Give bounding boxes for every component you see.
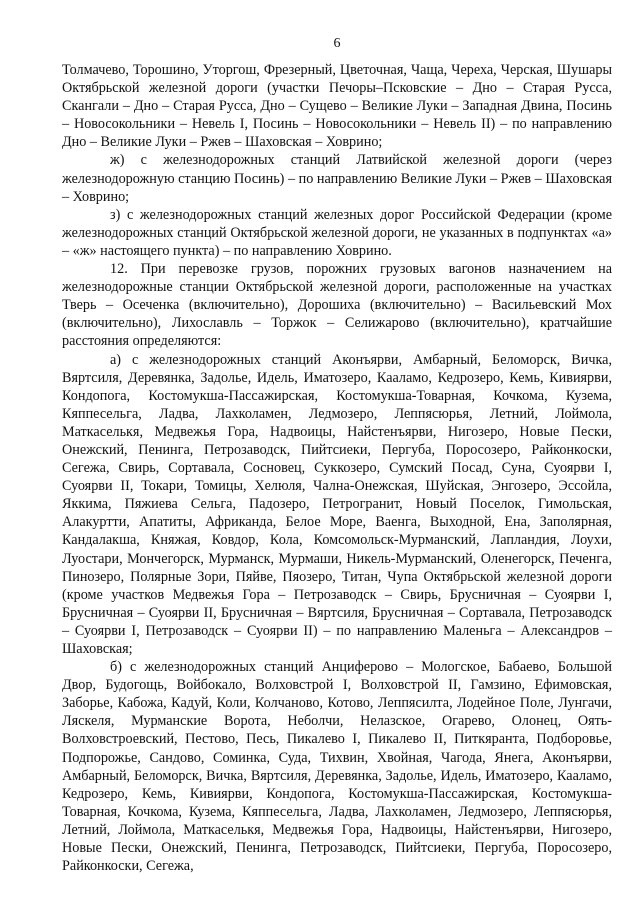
paragraph-item-12: 12. При перевозке грузов, порожних грузовых вагонов назначением на железнодорожные станции Октябрьской железной дороги, расположенные на участках Тверь – Осеченка (включительно), Дорошиха (включительно) – Васильевский Мох (включительно), Лихославль – Торжок – Селижарово (включительно), кратчайшие расстояния определяются: bbox=[62, 261, 612, 350]
paragraph-subitem-b: б) с железнодорожных станций Анциферово – Мологское, Бабаево, Большой Двор, Будогощь, Войбокало, Волховстрой I, Волховстрой II, Гамзино, Ефимовская, Заборье, Кабожа, Кадуй, Коли, Колчаново, Котово, Леппясилта, Лодейное Поле, Лунгачи, Ляскеля, Мурманские Ворота, Неболчи, Нелазское, Огарево, Олонец, Оять-Волховстроевский, Пестово, Песь, Пикалево I, Пикалево II, Питкяранта, Подборовье, Подпорожье, Сандово, Соминка, Суда, Тихвин, Хвойная, Чагода, Янега, Аконъярви, Амбарный, Беломорск, Вичка, Вяртсиля, Деревянка, Задолье, Идель, Иматозеро, Кааламо, Кедрозеро, Кемь, Кивиярви, Кондопога, Костомукша-Пассажирская, Костомукша-Товарная, Кочкома, Кузема, Кяппесельга, Ладва, Лахколамен, Ледмозеро, Леппясюрья, Летний, Лоймола, Маткаселькя, Медвежья Гора, Надвоицы, Найстенъярви, Нигозеро, Новые Пески, Онежский, Пенинга, Петрозаводск, Пийтсиеки, Пергуба, Поросозеро, Райконкоски, Сегежа, bbox=[62, 659, 612, 875]
paragraph-subitem-zh: ж) с железнодорожных станций Латвийской железной дороги (через железнодорожную станцию Посинь) – по направлению Великие Луки – Ржев – Шаховская – Ховрино; bbox=[62, 152, 612, 205]
paragraph-subitem-z: з) с железнодорожных станций железных дорог Российской Федерации (кроме железнодорожных станций Октябрьской железной дороги, не указанных в подпунктах «а» – «ж» настоящего пункта) – по направлению Ховрино. bbox=[62, 206, 612, 259]
paragraph-continuation: Толмачево, Торошино, Уторгош, Фрезерный, Цветочная, Чаща, Череха, Черская, Шушары Октябрьской железной дороги (участки Печоры–Псковские – Дно – Старая Русса, Скангали – Дно – Старая Русса, Дно – Сущево – Великие Луки – Западная Двина, Посинь – Новосокольники – Невель I, Посинь – Новосокольники – Невель II) – по направлению Дно – Великие Луки – Ржев – Шаховская – Ховрино; bbox=[62, 62, 612, 151]
paragraph-subitem-a: а) с железнодорожных станций Аконъярви, Амбарный, Беломорск, Вичка, Вяртсиля, Деревянка, Задолье, Идель, Иматозеро, Кааламо, Кедрозеро, Кемь, Кивиярви, Кондопога, Костомукша-Пассажирская, Костомукша-Товарная, Кочкома, Кузема, Кяппесельга, Ладва, Лахколамен, Ледмозеро, Леппясюрья, Летний, Лоймола, Маткаселькя, Медвежья Гора, Надвоицы, Найстенъярви, Нигозеро, Новые Пески, Онежский, Пенинга, Петрозаводск, Пийтсиеки, Пергуба, Поросозеро, Райконкоски, Сегежа, Свирь, Сортавала, Сосновец, Суккозеро, Сумский Посад, Суна, Суоярви I, Суоярви II, Токари, Томицы, Хелюля, Чална-Онежская, Шуйская, Энгозеро, Эссойла, Яккима, Пяжиева Сельга, Падозеро, Петрогранит, Новый Поселок, Гимольская, Алакуртти, Апатиты, Африканда, Белое Море, Ваенга, Выходной, Ена, Заполярная, Кандалакша, Княжая, Ковдор, Кола, Комсомольск-Мурманский, Лапландия, Лоухи, Луостари, Мончегорск, Мурманск, Мурмаши, Никель-Мурманский, Оленегорск, Печенга, Пинозеро, Полярные Зори, Пяйве, Пяозеро, Титан, Чупа Октябрьской железной дороги (кроме участков Медвежья Гора – Петрозаводск – Свирь, Брусничная – Суоярви I, Брусничная – Суоярви II, Брусничная – Вяртсиля, Брусничная – Сортавала, Петрозаводск – Суоярви I, Петрозаводск – Суоярви II) – по направлению Маленьга – Александров – Шаховская; bbox=[62, 351, 612, 657]
page-number: 6 bbox=[333, 36, 341, 51]
